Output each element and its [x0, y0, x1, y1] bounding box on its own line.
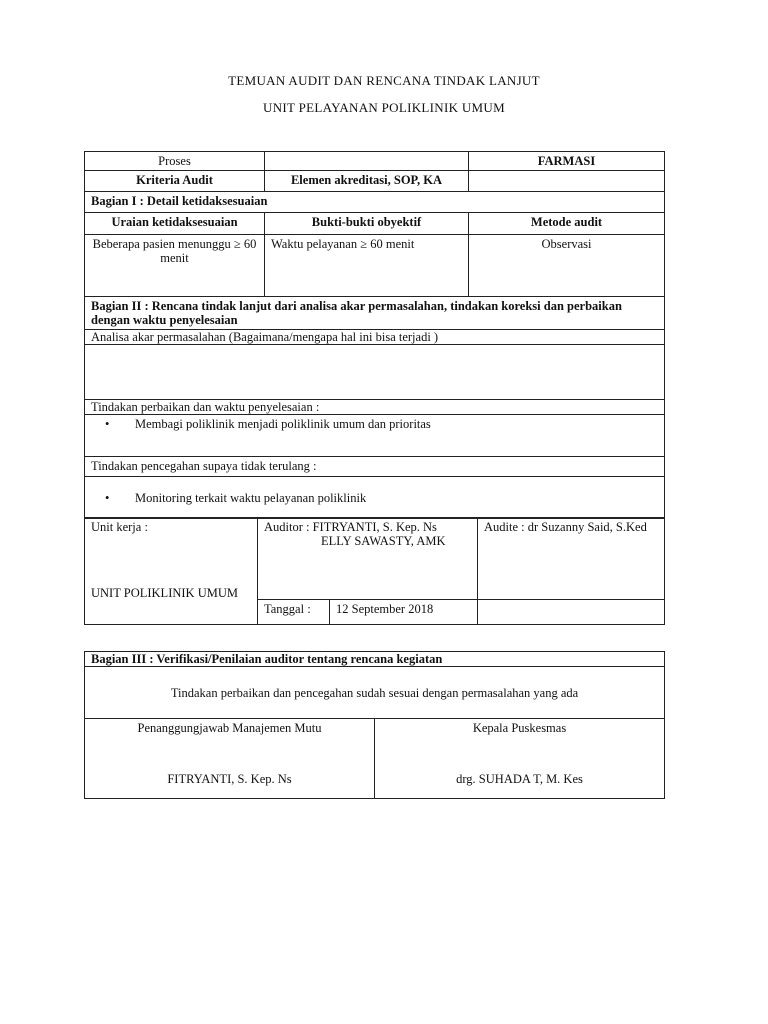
list-item [91, 417, 658, 431]
pencegahan-items [85, 477, 665, 519]
auditor-label: Auditor : [264, 520, 310, 534]
perbaikan-item-text: Membagi poliklinik menjadi poliklinik umum dan prioritas [135, 417, 431, 431]
analisa-value [85, 345, 665, 400]
row-bagian3 [85, 652, 665, 667]
col-uraian-header: Uraian ketidaksesuaian [85, 213, 265, 235]
left-signatory [85, 719, 375, 799]
kriteria-value: Elemen akreditasi, SOP, KA [265, 171, 469, 192]
row-detail [85, 235, 665, 297]
kriteria-extra [469, 171, 665, 192]
tanggal-value: 12 September 2018 [330, 600, 478, 625]
pencegahan-label: Tindakan pencegahan supaya tidak terulang : [85, 457, 665, 477]
row-perbaikan-label [85, 400, 665, 415]
left-name: FITRYANTI, S. Kep. Ns [167, 772, 292, 786]
row-analisa-label [85, 330, 665, 345]
unit-kerja-label: Unit kerja : [91, 520, 148, 534]
row-bagian1 [85, 192, 665, 213]
audit-findings-table [84, 151, 665, 519]
row-bagian2 [85, 297, 665, 330]
analisa-label: Analisa akar permasalahan (Bagaimana/mengapa hal ini bisa terjadi ) [85, 330, 665, 345]
row-statement [85, 667, 665, 719]
auditor-name-1: FITRYANTI, S. Kep. Ns [312, 520, 437, 534]
unit-kerja-value: UNIT POLIKLINIK UMUM [91, 586, 238, 600]
bukti-value: Waktu pelayanan ≥ 60 menit [265, 235, 469, 297]
verification-table [84, 651, 665, 799]
right-signatory [375, 719, 665, 799]
row-analisa-value [85, 345, 665, 400]
bullet-icon: • [105, 417, 110, 431]
proses-label: Proses [85, 152, 265, 171]
right-name: drg. SUHADA T, M. Kes [456, 772, 583, 786]
unit-farmasi: FARMASI [469, 152, 665, 171]
proses-value [265, 152, 469, 171]
bagian2-heading: Bagian II : Rencana tindak lanjut dari analisa akar permasalahan, tindakan koreksi dan perbaikan dengan waktu penyelesaian [85, 297, 665, 330]
audit-signature-table [84, 517, 665, 625]
auditor-name-2: ELLY SAWASTY, AMK [321, 534, 446, 548]
verification-statement: Tindakan perbaikan dan pencegahan sudah sesuai dengan permasalahan yang ada [85, 667, 665, 719]
perbaikan-label: Tindakan perbaikan dan waktu penyelesaian : [85, 400, 665, 415]
bagian1-heading: Bagian I : Detail ketidaksesuaian [85, 192, 665, 213]
row-pencegahan-items [85, 477, 665, 519]
pencegahan-item-text: Monitoring terkait waktu pelayanan poliklinik [135, 490, 367, 505]
row-auditor [85, 518, 665, 600]
row-proses [85, 152, 665, 171]
perbaikan-items [85, 415, 665, 457]
col-bukti-header: Bukti-bukti obyektif [265, 213, 469, 235]
col-metode-header: Metode audit [469, 213, 665, 235]
document-subtitle: UNIT PELAYANAN POLIKLINIK UMUM [263, 100, 505, 115]
left-role: Penanggungjawab Manajemen Mutu [137, 721, 322, 735]
tanggal-empty [478, 600, 665, 625]
row-columns [85, 213, 665, 235]
document-title: TEMUAN AUDIT DAN RENCANA TINDAK LANJUT [228, 73, 540, 88]
tanggal-label: Tanggal : [258, 600, 330, 625]
row-kriteria [85, 171, 665, 192]
bagian3-heading: Bagian III : Verifikasi/Penilaian auditor tentang rencana kegiatan [85, 652, 665, 667]
unit-kerja-cell [85, 518, 258, 625]
auditor-cell [258, 518, 478, 600]
audite-cell: Audite : dr Suzanny Said, S.Ked [478, 518, 665, 600]
metode-value: Observasi [469, 235, 665, 297]
right-role: Kepala Puskesmas [472, 721, 567, 735]
row-perbaikan-items [85, 415, 665, 457]
row-signatories [85, 719, 665, 799]
kriteria-label: Kriteria Audit [85, 171, 265, 192]
list-item [91, 491, 658, 505]
bullet-icon: • [105, 490, 110, 505]
uraian-value: Beberapa pasien menunggu ≥ 60 menit [85, 235, 265, 297]
row-pencegahan-label [85, 457, 665, 477]
